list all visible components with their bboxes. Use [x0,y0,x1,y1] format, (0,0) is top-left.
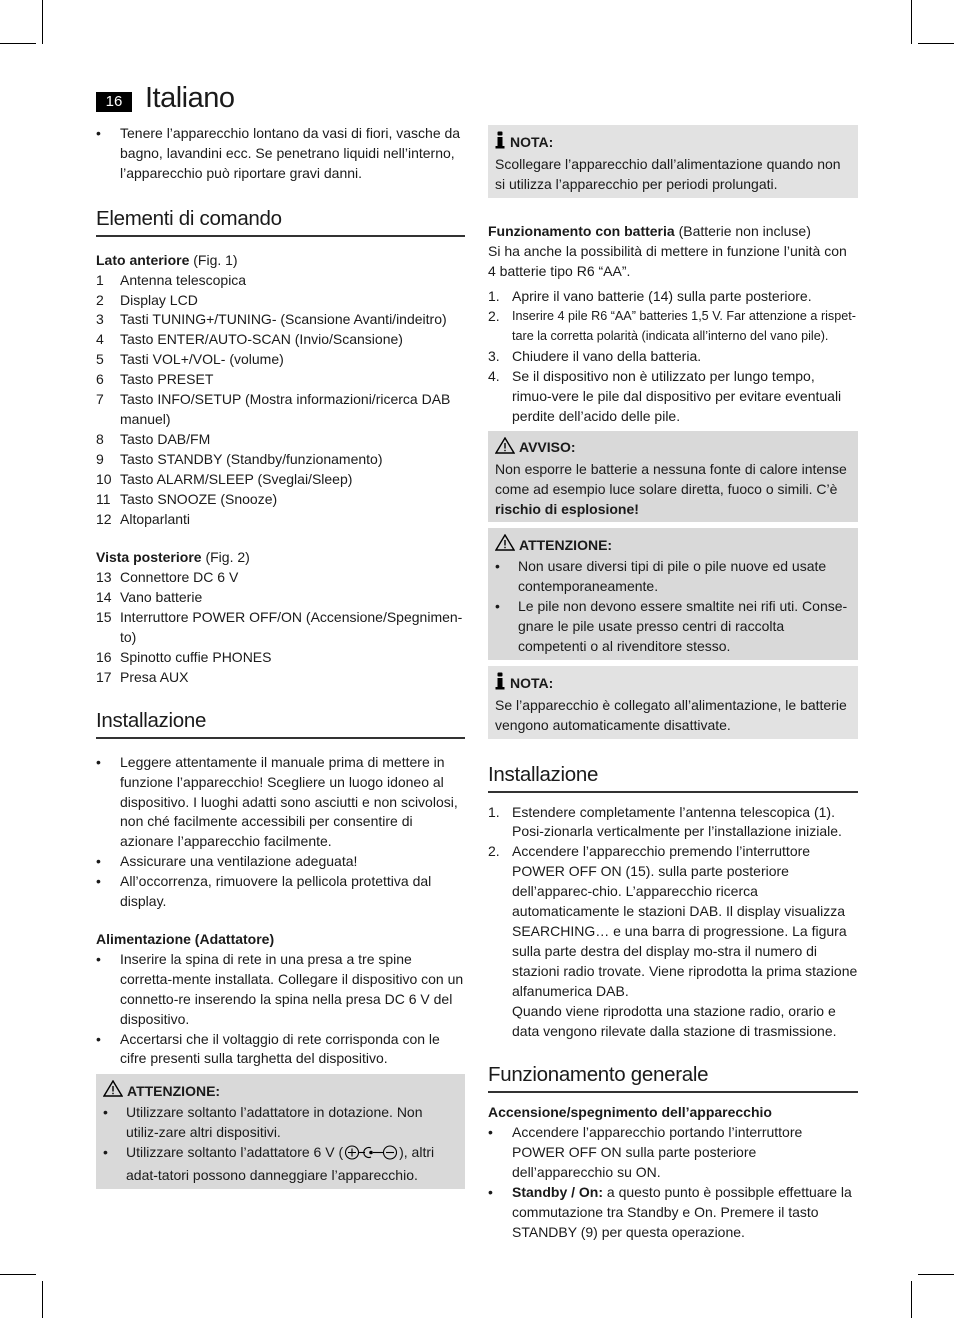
installation-list [96,753,465,912]
list-item: 2. Inserire 4 pile R6 “AA” batteries 1,5 V. Far attenzione a rispet-tare la corretta polarità (indicata all’interno del vano pile). [488,308,856,344]
caution-list [103,1103,458,1186]
list-item [96,350,465,370]
warning-text: Non esporre le batterie a nessuna fonte di calore intense come ad esempio luce solare diretta, fuoco o simili. C’è rischio di esplosione! [495,460,847,517]
subheading: Alimentazione (Adattatore) [96,931,275,947]
item-text: Tasto INFO/SETUP (Mostra informazioni/ricerca DAB manuel) [120,391,451,427]
item-text: Antenna telescopica [120,271,247,288]
list-item [96,588,465,608]
list-item [96,490,465,510]
battery-steps [488,287,858,426]
front-controls-list [96,271,465,530]
note-heading: NOTA: [495,131,851,155]
item-text: Tasto STANDBY (Standby/funzionamento) [120,450,383,467]
item-text: Tasto DAB/FM [120,430,211,447]
right-column [488,125,858,1243]
item-number: 10 [96,470,112,487]
item-text: Presa AUX [120,668,189,685]
item-text: Display LCD [120,291,198,308]
note-text: Scollegare l’apparecchio dall’alimentazione quando non si utilizza l’apparecchio per periodi prolungati. [495,155,841,192]
list-item [96,568,465,588]
list-item: 1. Estendere completamente l’antenna telescopica (1). Posi-zionarla verticalmente per l’installazione iniziale. [488,803,842,840]
caution-box [96,1074,465,1189]
page-title: Italiano [145,82,235,114]
item-number: 7 [96,391,104,408]
power-list [96,950,465,1069]
item-number: 2 [96,291,104,308]
list-item: • Utilizzare soltanto l’adattatore in dotazione. Non utiliz-zare altri dispositivi. [103,1103,458,1143]
item-text: Tasto ALARM/SLEEP (Sveglai/Sleep) [120,470,353,487]
list-item: • Utilizzare soltanto l’adattatore 6 V ( ), altri adat-tatori possono danneggiare l’apparecchio. [103,1143,458,1186]
rear-controls-list [96,568,465,687]
item-number: 1 [96,271,104,288]
item-text: Vano batterie [120,589,203,606]
note-heading: NOTA: [495,672,851,696]
section-heading: Installazione [488,763,858,793]
warning-triangle-icon [103,1080,123,1103]
crop-mark [918,43,954,44]
item-number: 15 [96,609,112,626]
list-item: • All’occorrenza, rimuovere la pellicola protettiva dal display. [96,872,465,912]
left-column [96,124,465,1189]
item-text: Tasto SNOOZE (Snooze) [120,490,278,507]
item-text: Tasti VOL+/VOL- (volume) [120,351,284,368]
warning-heading: AVVISO: [495,437,851,460]
list-item [96,310,465,330]
item-number: 3 [96,311,104,328]
list-item: • Standby / On: a questo punto è possibple effettuare la commutazione tra Standby e On. Premere il tasto STANDBY (9) per questa operazione. [488,1183,858,1243]
list-item: • Le pile non devono essere smaltite nei rifi uti. Conse-gnare le pile usate presso centri di raccolta competenti o al rivenditore stesso. [495,597,851,657]
subheading: Accensione/spegnimento dell’apparecchio [488,1104,772,1121]
list-item [96,390,465,430]
list-item [96,291,465,311]
list-item [96,648,465,668]
list-item [96,330,465,350]
crop-mark [911,0,912,44]
list-item: • Accendere l’apparecchio portando l’interruttore POWER OFF ON sulla parte posteriore dell’apparecchio su ON. [488,1123,858,1183]
info-icon [495,672,506,696]
list-item: 4. Se il dispositivo non è utilizzato per lungo tempo, rimuo-vere le pile dal dispositivo per evitare eventuali perdite dell’acido delle pile. [488,368,842,424]
item-number: 14 [96,589,112,606]
list-item: 3. Chiudere il vano della batteria. [488,348,702,365]
list-item [96,668,465,688]
note-text: Se l’apparecchio è collegato all’alimentazione, le batterie vengono automaticamente disattivate. [495,696,847,733]
polarity-symbol-icon [343,1145,399,1166]
section-heading: Funzionamento generale [488,1063,858,1093]
general-list [488,1123,858,1242]
intro-list [96,124,465,184]
info-icon [495,131,506,155]
caution-heading: ATTENZIONE: [103,1080,458,1103]
warning-triangle-icon [495,534,515,557]
list-item: 1. Aprire il vano batterie (14) sulla parte posteriore. [488,288,812,305]
item-number: 6 [96,371,104,388]
list-item [96,510,465,530]
item-text: Tasto PRESET [120,371,214,388]
item-text: Altoparlanti [120,510,191,527]
crop-mark [911,1281,912,1318]
list-item [96,450,465,470]
installation-steps [488,803,858,1042]
item-text: Spinotto cuffie PHONES [120,648,272,665]
item-number: 8 [96,430,104,447]
caution-box [488,528,858,659]
caution-heading: ATTENZIONE: [495,534,851,557]
note-box [488,125,858,198]
item-text: Interruttore POWER OFF/ON (Accensione/Spegnimen-to) [120,609,463,646]
section-heading: Installazione [96,709,465,739]
subheading: Funzionamento con batteria (Batterie non incluse) [488,222,811,239]
crop-mark [0,1274,36,1275]
list-item: • Inserire la spina di rete in una presa a tre spine corretta-mente installata. Collegare il dispositivo con un connetto-re inserendo la spina nella presa DC 6 V del dispositivo. [96,950,465,1030]
item-number: 17 [96,668,112,685]
item-number: 12 [96,510,112,527]
item-text: Connettore DC 6 V [120,569,239,586]
item-number: 5 [96,351,104,368]
note-box [488,666,858,739]
list-item: 2. Accendere l’apparecchio premendo l’interruttore POWER OFF ON (15). sulla parte posteriore dell’apparec-chio. L’apparecchio ricerca automaticamente le stazioni DAB. Il display visualizza SEARCHING… e una barra di progressione. La figura sulla parte destra del display mo-stra il numero di stazioni radio trovate. Viene riprodotta la prima stazione alfanumerica DAB. Quando viene riprodotta una stazione radio, orario e data vengono rilevate dalla stazione di trasmissione. [488,843,858,1039]
subheading: Lato anteriore (Fig. 1) [96,251,238,268]
list-item [96,370,465,390]
section-heading: Elementi di comando [96,207,465,237]
list-item [96,271,465,291]
item-text: Tasto ENTER/AUTO-SCAN (Invio/Scansione) [120,331,403,348]
subheading: Vista posteriore (Fig. 2) [96,549,250,566]
item-number: 16 [96,648,112,665]
crop-mark [42,1281,43,1318]
list-item: • Leggere attentamente il manuale prima di mettere in funzione l’apparecchio! Scegliere un luogo idoneo al dispositivo. I luoghi adatti sono asciutti e non scivolosi, non ché facilmente accessibili per consentire di azionare l’apparecchio facilmente. [96,753,465,853]
item-text: Tasti TUNING+/TUNING- (Scansione Avanti/indeitro) [120,311,447,328]
list-item: • Assicurare una ventilazione adeguata! [96,852,465,872]
item-number: 11 [96,490,111,507]
list-item [96,430,465,450]
paragraph: Si ha anche la possibilità di mettere in funzione l’unità con 4 batterie tipo R6 “AA”. [488,242,847,279]
caution-list [495,557,851,657]
list-item [96,608,465,648]
item-number: 13 [96,569,112,586]
list-item [96,470,465,490]
list-item: • Tenere l’apparecchio lontano da vasi di fiori, vasche da bagno, lavandini ecc. Se penetrano liquidi nell’interno, l’apparecchio può riportare gravi danni. [96,124,465,184]
crop-mark [918,1274,954,1275]
page-number: 16 [96,92,132,112]
crop-mark [0,43,36,44]
crop-mark [42,0,43,44]
list-item: • Non usare diversi tipi di pile o pile nuove ed usate contemporaneamente. [495,557,851,597]
item-number: 9 [96,450,104,467]
item-number: 4 [96,331,104,348]
warning-triangle-icon [495,437,515,460]
warning-box [488,431,858,523]
list-item: • Accertarsi che il voltaggio di rete corrisponda con le cifre presenti sulla targhetta del dispositivo. [96,1030,465,1070]
